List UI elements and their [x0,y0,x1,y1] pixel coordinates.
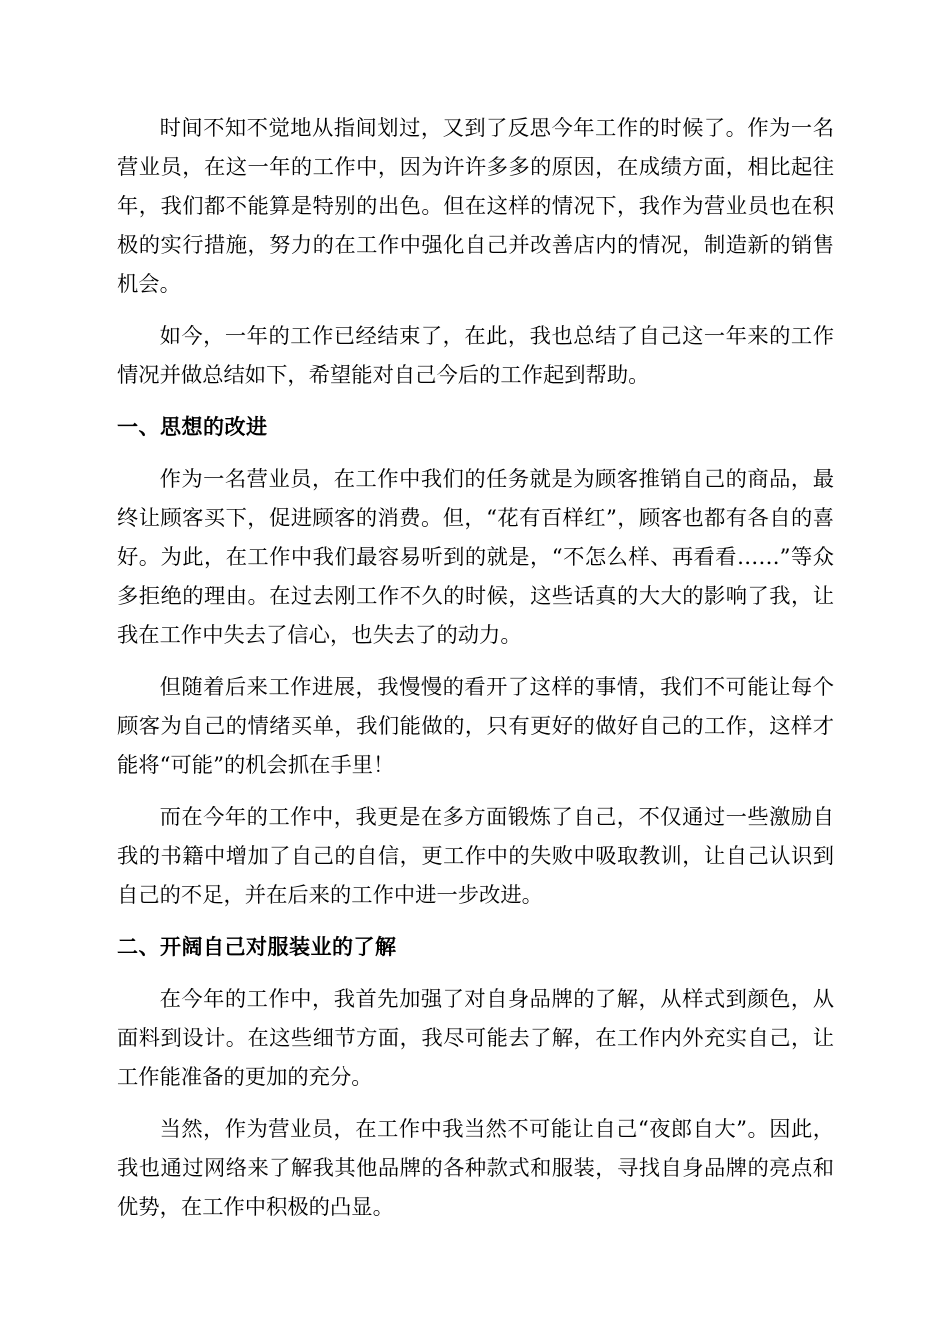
paragraph-section1-c: 而在今年的工作中，我更是在多方面锻炼了自己，不仅通过一些激励自我的书籍中增加了自己的自信，更工作中的失败中吸取教训，让自己认识到自己的不足，并在后来的工作中进一步改进。 [117,805,834,908]
paragraph-section1-b: 但随着后来工作进展，我慢慢的看开了这样的事情，我们不可能让每个顾客为自己的情绪买单，我们能做的，只有更好的做好自己的工作，这样才能将“可能”的机会抓在手里！ [117,675,834,778]
paragraph-intro: 时间不知不觉地从指间划过，又到了反思今年工作的时候了。作为一名营业员，在这一年的工作中，因为许许多多的原因，在成绩方面，相比起往年，我们都不能算是特别的出色。但在这样的情况下，我作为营业员也在积极的实行措施，努力的在工作中强化自己并改善店内的情况，制造新的销售机会。 [117,116,834,297]
paragraph-summary-intro: 如今，一年的工作已经结束了，在此，我也总结了自己这一年来的工作情况并做总结如下，希望能对自己今后的工作起到帮助。 [117,324,834,388]
paragraph-section2-b: 当然，作为营业员，在工作中我当然不可能让自己“夜郎自大”。因此，我也通过网络来了解我其他品牌的各种款式和服装，寻找自身品牌的亮点和优势，在工作中积极的凸显。 [117,1117,834,1220]
paragraph-section2-a: 在今年的工作中，我首先加强了对自身品牌的了解，从样式到颜色，从面料到设计。在这些细节方面，我尽可能去了解，在工作内外充实自己，让工作能准备的更加的充分。 [117,987,834,1090]
document-page [117,109,834,1240]
paragraph-section1-a: 作为一名营业员，在工作中我们的任务就是为顾客推销自己的商品，最终让顾客买下，促进顾客的消费。但，“花有百样红”，顾客也都有各自的喜好。为此，在工作中我们最容易听到的就是，“不怎么样、再看看……”等众多拒绝的理由。在过去刚工作不久的时候，这些话真的大大的影响了我，让我在工作中失去了信心，也失去了的动力。 [117,467,834,648]
section-heading-1: 一、思想的改进 [117,415,268,439]
section-heading-2: 二、开阔自己对服装业的了解 [117,935,397,959]
